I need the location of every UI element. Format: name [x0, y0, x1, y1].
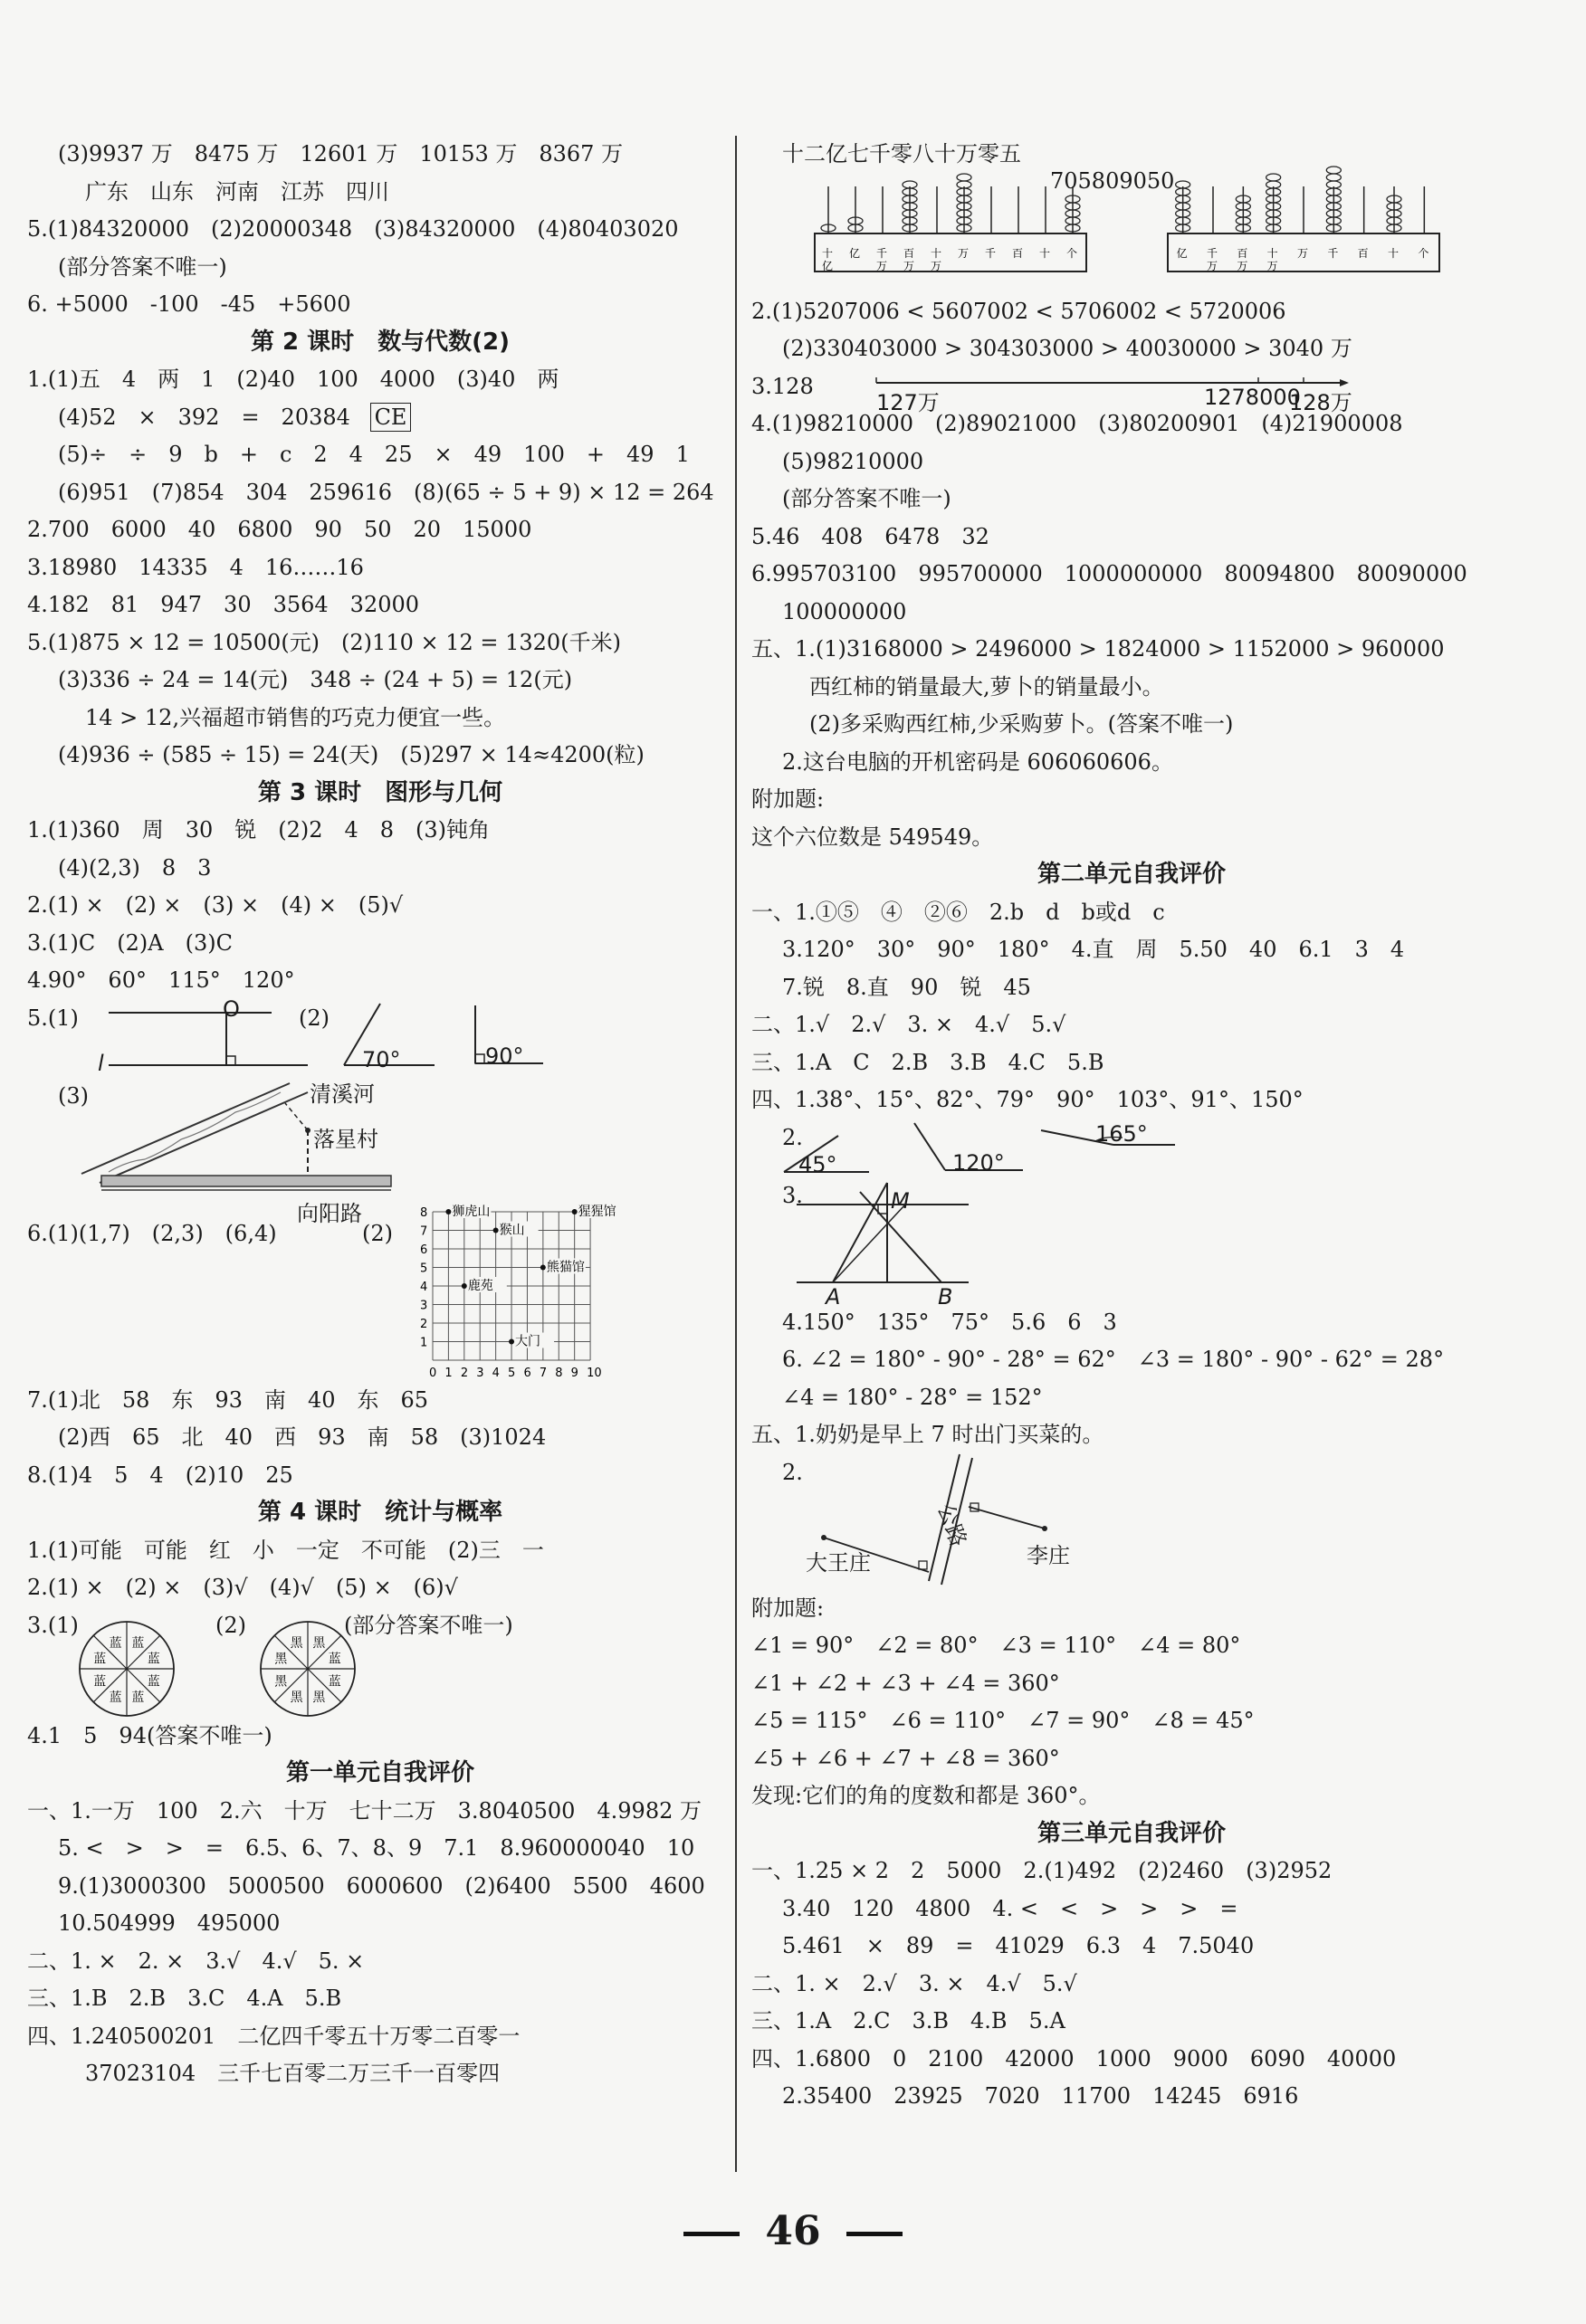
text-line: 四、1.240500201 二亿四千零五十万零二百零一	[27, 2023, 521, 2049]
abacus-place-label-2: 万	[876, 259, 888, 272]
spinner-sector-label: 黑	[290, 1690, 303, 1705]
triangle-drawing	[751, 1177, 1512, 1304]
x-tick-label: 8	[555, 1366, 563, 1380]
text-line: 发现:它们的角的度数和都是 360°。	[751, 1783, 1101, 1808]
text-line: 3.18980 14335 4 16……16	[27, 554, 364, 580]
place-label: 熊猫馆	[546, 1260, 585, 1274]
abacus-bead	[1266, 174, 1281, 181]
abacus-place-label: 个	[1418, 246, 1429, 260]
text-line: 一、1.25 × 2 2 5000 2.(1)492 (2)2460 (3)2952	[751, 1858, 1333, 1883]
text-line: ∠5 = 115° ∠6 = 110° ∠7 = 90° ∠8 = 45°	[751, 1708, 1255, 1733]
spinner-sector-label: 黑	[312, 1690, 326, 1705]
text-line: (5)÷ ÷ 9 b + c 2 4 25 × 49 100 + 49 1	[58, 442, 690, 467]
figure-angles	[751, 1119, 1512, 1177]
river-label: 清溪河	[310, 1081, 375, 1107]
angle-label: 165°	[1095, 1120, 1148, 1147]
section-heading: 第 2 课时 数与代数(2)	[250, 328, 511, 356]
text-line: (5)98210000	[782, 448, 924, 474]
text-line: (2)多采购西红柿,少采购萝卜。(答案不唯一)	[809, 711, 1234, 737]
angle-label: 90°	[485, 1043, 524, 1069]
text-line: 4.(1)98210000 (2)89021000 (3)80200901 (4)21900008	[751, 411, 1403, 436]
text-line: 五、1.(1)3168000 > 2496000 > 1824000 > 1152000 > 960000	[751, 636, 1445, 662]
question-label: 2.	[782, 1459, 803, 1485]
text-line: 一、1.一万 100 2.六 十万 七十二万 3.8040500 4.9982 万	[27, 1797, 702, 1824]
road-label: 公路	[932, 1500, 972, 1550]
text-line: 四、1.6800 0 2100 42000 1000 9000 6090 40000	[751, 2045, 1397, 2072]
x-tick-label: 1	[444, 1366, 453, 1380]
spinner-sector-label: 蓝	[131, 1690, 145, 1705]
y-tick-label: 2	[420, 1317, 428, 1331]
village-label: 大王庄	[806, 1549, 871, 1576]
text-line: 2.(1) × (2) × (3)√ (4)√ (5) × (6)√	[27, 1575, 458, 1600]
figure-triangle	[751, 1177, 1512, 1310]
question-label: (2)	[362, 1220, 393, 1246]
text-line: 五、1.奶奶是早上 7 时出门买菜的。	[751, 1422, 1104, 1447]
left-column	[27, 136, 733, 2093]
abacus-place-label: 十	[1039, 246, 1051, 260]
text-line: (部分答案不唯一)	[782, 486, 951, 511]
page-number-text: 46	[765, 2208, 821, 2254]
text-line: 附加题:	[751, 786, 825, 812]
question-label: 2.	[782, 1124, 803, 1150]
point-label: B	[938, 1283, 953, 1310]
abacus-place-label: 千	[1327, 246, 1339, 260]
text-line: 4.150° 135° 75° 5.6 6 3	[782, 1309, 1117, 1335]
place-point	[462, 1283, 467, 1289]
text-line: 5.(1)875 × 12 = 10500(元) (2)110 × 12 = 1320(千米)	[27, 629, 621, 655]
text-line: 9.(1)3000300 5000500 6000600 (2)6400 5500 4600	[58, 1872, 705, 1899]
y-tick-label: 1	[420, 1336, 428, 1349]
place-point	[445, 1209, 451, 1214]
text-line: 5.461 × 89 = 41029 6.3 4 7.5040	[782, 1933, 1255, 1958]
abacus-place-label-2: 万	[1237, 259, 1248, 272]
river-road-drawing	[27, 1078, 733, 1215]
x-tick-label: 5	[508, 1366, 516, 1380]
spinner-sector-label: 蓝	[147, 1673, 160, 1689]
road-label: 向阳路	[297, 1200, 362, 1226]
point-label: M	[891, 1187, 910, 1214]
question-label: 6.(1)(1,7) (2,3) (6,4)	[27, 1220, 277, 1246]
abacus-place-label: 十	[822, 246, 834, 260]
text-line: 2.(1) × (2) × (3) × (4) × (5)√	[27, 892, 404, 918]
abacus-place-label-2: 万	[931, 259, 942, 272]
text-line	[27, 399, 733, 437]
abacus-drawing	[751, 174, 1512, 293]
dash-right	[846, 2232, 903, 2236]
section-heading: 第三单元自我评价	[1037, 1819, 1226, 1847]
abacus-place-label: 百	[1012, 246, 1024, 260]
abacus-place-label: 十	[1266, 246, 1278, 260]
text-line: 4.1 5 94(答案不唯一)	[27, 1722, 272, 1748]
text-line: 二、1. × 2. × 3.√ 4.√ 5. ×	[27, 1948, 365, 1974]
text-line: 二、1. × 2.√ 3. × 4.√ 5.√	[751, 1970, 1077, 1996]
place-point	[493, 1227, 499, 1233]
section-heading: 第二单元自我评价	[1037, 861, 1226, 888]
y-tick-label: 6	[420, 1243, 428, 1257]
number-label: 705809050	[1050, 167, 1175, 194]
place-point	[572, 1209, 578, 1214]
text-line: 三、1.A C 2.B 3.B 4.C 5.B	[751, 1049, 1104, 1075]
text-line: (2)西 65 北 40 西 93 南 58 (3)1024	[58, 1424, 547, 1450]
question-label: 3.128	[751, 373, 814, 399]
question-label: 3.	[782, 1182, 803, 1208]
spinner-sector-label: 蓝	[93, 1652, 107, 1667]
figure-road	[751, 1454, 1512, 1590]
spinner-sector-label: 黑	[274, 1652, 288, 1667]
village-label: 落星村	[313, 1126, 378, 1152]
abacus-place-label-2: 万	[903, 259, 915, 272]
text-line: (2)330403000 > 304303000 > 40030000 > 3040 万	[782, 336, 1352, 361]
spinner-sector-label: 黑	[274, 1673, 288, 1689]
text-line: (部分答案不唯一)	[58, 253, 227, 280]
spinner-sector-label: 蓝	[147, 1652, 160, 1667]
text-line: 广东 山东 河南 江苏 四川	[85, 178, 389, 205]
figure-river-road	[27, 1078, 733, 1226]
abacus-place-label: 千	[876, 246, 888, 260]
angle-label: 120°	[952, 1149, 1005, 1176]
text-line: ∠1 = 90° ∠2 = 80° ∠3 = 110° ∠4 = 80°	[751, 1633, 1241, 1658]
number-line-drawing	[751, 368, 1512, 406]
question-label: (2)	[215, 1612, 246, 1638]
text-line: 这个六位数是 549549。	[751, 824, 994, 850]
text-line: 2.35400 23925 7020 11700 14245 6916	[782, 2083, 1299, 2109]
figure-perpendicular-angles	[27, 995, 733, 1078]
text-line: 5. < > > = 6.5、6、7、8、9 7.1 8.960000040 10	[58, 1835, 695, 1861]
line-label: l	[98, 1050, 104, 1076]
text-line: 100000000	[782, 598, 907, 624]
text-line: 5.(1)84320000 (2)20000348 (3)84320000 (4)80403020	[27, 216, 679, 242]
y-tick-label: 5	[420, 1262, 428, 1275]
section-heading: 第一单元自我评价	[285, 1759, 474, 1786]
abacus-place-label: 百	[1357, 246, 1369, 260]
abacus-place-label: 百	[1237, 246, 1248, 260]
place-point	[509, 1338, 514, 1344]
text-line: 37023104 三千七百零二万三千一百零四	[85, 2061, 501, 2086]
text-segment: (4)52 × 392 = 20384	[58, 404, 350, 430]
text-line: 一、1.①⑤ ④ ②⑥ 2.b d b或d c	[751, 899, 1165, 925]
tick-label: 127万	[876, 389, 940, 415]
text-line: 6.995703100 995700000 1000000000 80094800 80090000	[751, 561, 1467, 586]
dash-left	[683, 2232, 740, 2236]
question-label: 5.(1)	[27, 1005, 79, 1031]
figure-abacus	[751, 167, 1512, 293]
text-line: 5.46 408 6478 32	[751, 523, 989, 549]
x-tick-label: 7	[539, 1366, 548, 1380]
x-tick-label: 2	[460, 1366, 469, 1380]
spinner-sector-label: 蓝	[109, 1690, 122, 1705]
place-label: 鹿苑	[467, 1278, 493, 1293]
point-label: A	[826, 1283, 841, 1310]
place-label: 猩猩馆	[578, 1204, 616, 1219]
place-label: 狮虎山	[452, 1204, 491, 1219]
abacus-place-label: 万	[1297, 246, 1309, 260]
abacus-place-label: 千	[1207, 246, 1218, 260]
text-line: (3)336 ÷ 24 = 14(元) 348 ÷ (24 + 5) = 12(元)	[58, 667, 573, 692]
text-line: 10.504999 495000	[58, 1910, 281, 1936]
figure-number-line	[751, 368, 1512, 415]
y-tick-label: 3	[420, 1299, 428, 1312]
text-line: 2.这台电脑的开机密码是 606060606。	[782, 748, 1173, 775]
spinner-drawing	[27, 1607, 733, 1718]
text-line: (6)951 (7)854 304 259616 (8)(65 ÷ 5 + 9) × 12 = 264	[58, 479, 714, 505]
text-line: 附加题:	[751, 1595, 825, 1621]
text-line: 3.40 120 4800 4. < < > > > =	[782, 1895, 1238, 1921]
column-divider	[735, 136, 737, 2172]
spinner-sector-label: 蓝	[131, 1635, 145, 1651]
question-label: 3.(1)	[27, 1612, 79, 1638]
text-line: 3.120° 30° 90° 180° 4.直 周 5.50 40 6.1 3 4	[782, 937, 1405, 962]
text-line: 三、1.A 2.C 3.B 4.B 5.A	[751, 2008, 1065, 2034]
angle-label: 70°	[362, 1046, 401, 1072]
text-line: 二、1.√ 2.√ 3. × 4.√ 5.√	[751, 1012, 1066, 1037]
section-heading: 第 3 课时 图形与几何	[257, 778, 503, 806]
abacus-place-label-2: 亿	[822, 259, 834, 272]
tick-label: 1278000	[1204, 384, 1301, 410]
abacus-place-label-2: 万	[1266, 259, 1278, 272]
text-line: 4.90° 60° 115° 120°	[27, 967, 295, 993]
abacus-place-label: 万	[958, 246, 970, 260]
x-tick-label: 6	[523, 1366, 531, 1380]
question-label: (2)	[299, 1005, 330, 1031]
abacus-place-label-2: 万	[1207, 259, 1218, 272]
abacus-place-label: 百	[903, 246, 915, 260]
spinner-sector-label: 蓝	[328, 1652, 341, 1667]
point-label: O	[223, 995, 240, 1022]
x-tick-label: 0	[429, 1366, 437, 1380]
text-line: (4)(2,3) 8 3	[58, 854, 212, 881]
village-label: 李庄	[1027, 1542, 1070, 1568]
place-label: 猴山	[499, 1223, 525, 1237]
right-column	[751, 136, 1512, 2116]
place-label: 大门	[515, 1334, 541, 1348]
text-line: 十二亿七千零八十万零五	[782, 141, 1021, 167]
text-line: 7.(1)北 58 东 93 南 40 东 65	[27, 1386, 429, 1413]
x-tick-label: 9	[570, 1366, 578, 1380]
text-line: 四、1.38°、15°、82°、79° 90° 103°、91°、150°	[751, 1087, 1304, 1112]
place-point	[540, 1264, 546, 1270]
y-tick-label: 4	[420, 1280, 428, 1294]
tick-label: 128万	[1289, 389, 1352, 415]
x-tick-label: 10	[587, 1366, 602, 1380]
text-line: 14 > 12,兴福超市销售的巧克力便宜一些。	[85, 704, 506, 730]
text-line: ∠4 = 180° - 28° = 152°	[782, 1384, 1043, 1410]
page-number	[0, 2208, 1586, 2254]
question-label: (3)	[58, 1082, 89, 1109]
text-line: 西红柿的销量最大,萝卜的销量最小。	[809, 673, 1164, 700]
spinner-sector-label: 蓝	[93, 1673, 107, 1689]
text-line: 4.182 81 947 30 3564 32000	[27, 592, 420, 617]
x-tick-label: 3	[476, 1366, 484, 1380]
spinner-sector-label: 蓝	[328, 1673, 341, 1689]
abacus-bead	[1326, 174, 1341, 181]
text-line: 2.700 6000 40 6800 90 50 20 15000	[27, 517, 532, 542]
abacus-place-label: 亿	[849, 246, 861, 260]
section-heading: 第 4 课时 统计与概率	[257, 1499, 503, 1526]
x-tick-label: 4	[492, 1366, 500, 1380]
spinner-sector-label: 黑	[290, 1635, 303, 1651]
text-line: 1.(1)五 4 两 1 (2)40 100 4000 (3)40 两	[27, 367, 559, 392]
text-line: 1.(1)可能 可能 红 小 一定 不可能 (2)三 一	[27, 1537, 544, 1563]
abacus-bead	[957, 174, 971, 181]
text-line: 6. +5000 -100 -45 +5600	[27, 291, 351, 317]
note-label: (部分答案不唯一)	[344, 1612, 513, 1638]
spinner-sector-label: 蓝	[109, 1635, 122, 1651]
y-tick-label: 7	[420, 1224, 428, 1238]
text-line: ∠1 + ∠2 + ∠3 + ∠4 = 360°	[751, 1670, 1060, 1696]
text-line: (4)936 ÷ (585 ÷ 15) = 24(天) (5)297 × 14≈4200(粒)	[58, 742, 645, 767]
text-line: ∠5 + ∠6 + ∠7 + ∠8 = 360°	[751, 1745, 1060, 1771]
text-line: 8.(1)4 5 4 (2)10 25	[27, 1462, 293, 1488]
figure-spinners	[27, 1607, 733, 1718]
y-tick-label: 8	[420, 1205, 428, 1220]
text-line: 6. ∠2 = 180° - 90° - 28° = 62° ∠3 = 180° - 90° - 62° = 28°	[782, 1347, 1445, 1372]
angle-label: 45°	[798, 1151, 837, 1177]
text-line: 三、1.B 2.B 3.C 4.A 5.B	[27, 1986, 342, 2011]
abacus-place-label: 十	[931, 246, 942, 260]
spinner-sector-label: 黑	[312, 1635, 326, 1651]
text-line: 2.(1)5207006 < 5607002 < 5706002 < 5720006	[751, 298, 1286, 324]
text-line: 3.(1)C (2)A (3)C	[27, 929, 233, 956]
abacus-place-label: 千	[985, 246, 997, 260]
ce-key-box: CE	[370, 403, 412, 432]
abacus-place-label: 个	[1066, 246, 1078, 260]
text-line: 7.锐 8.直 90 锐 45	[782, 974, 1031, 1000]
text-line: (3)9937 万 8475 万 12601 万 10153 万 8367 万	[58, 141, 624, 167]
abacus-place-label: 亿	[1176, 246, 1188, 260]
text-line: 1.(1)360 周 30 锐 (2)2 4 8 (3)钝角	[27, 817, 491, 843]
abacus-place-label: 十	[1388, 246, 1400, 260]
